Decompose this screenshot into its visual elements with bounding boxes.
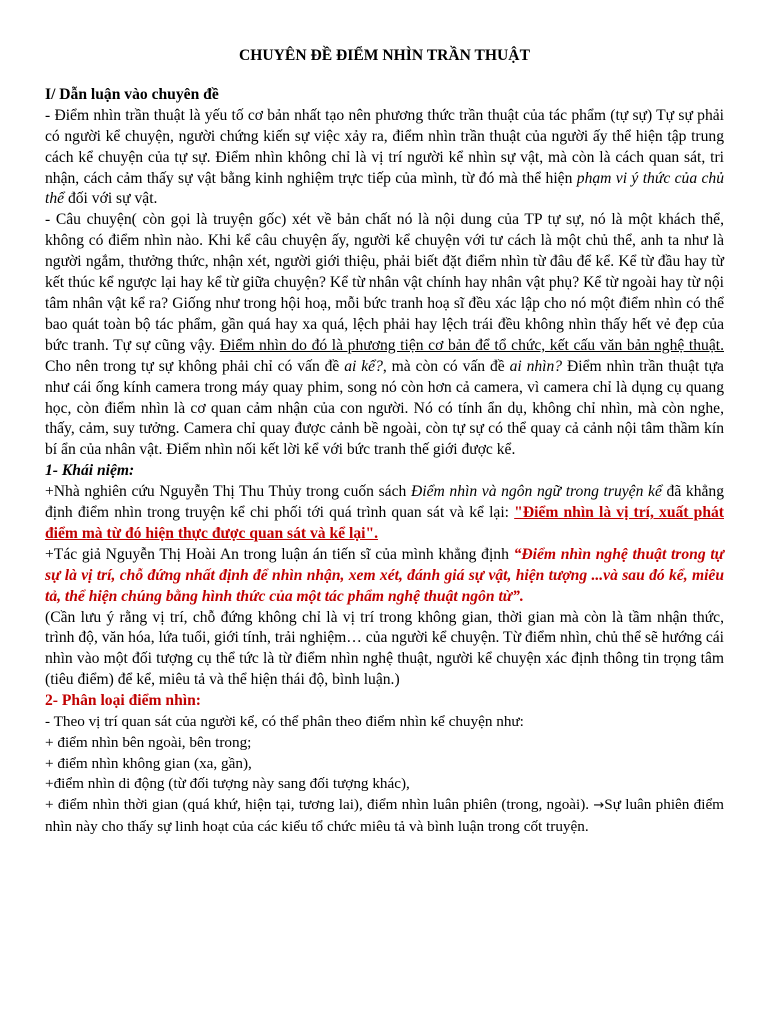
document-title: CHUYÊN ĐỀ ĐIỂM NHÌN TRẦN THUẬT (239, 47, 530, 64)
text-run: - Câu chuyện( còn gọi là truyện gốc) xét về bản chất nó là nội dung của TP tự sự, nó là một khách thể, không có điểm nhìn nào. Khi kể câu chuyện ấy, người kể chuyện với tư cách là một chủ thể, anh ta như là người ngắm, thưởng thức, nhận xét, người giới thiệu, phải biết đặt điểm nhìn từ đâu để kể. Kể từ đầu hay từ kết thúc kể ngược lại hay kể từ giữa chuyện? Kể từ nhân vật chính hay nhân vật phụ? Kể từ ngoài hay từ nội tâm nhân vật kể ra? Giống như trong hội hoạ, mỗi bức tranh hoạ sĩ đều xác lập cho nó một điểm nhìn có thể bao quát toàn bộ tác phẩm, gần quá hay xa quá, lệch phải hay lệch trái đều không nhìn thấy hết vẻ đẹp của bức tranh. Tự sự cũng vậy. (45, 211, 724, 354)
text-run: +Nhà nghiên cứu Nguyễn Thị Thu Thủy trong cuốn sách (45, 483, 411, 501)
paragraph-intro-1 (45, 106, 724, 211)
classification-item (45, 795, 724, 838)
paragraph-concept-1 (45, 482, 724, 545)
section-heading-classification: 2- Phân loại điểm nhìn: (45, 692, 201, 710)
classification-item: +điểm nhìn di động (từ đối tượng này sang đối tượng khác), (45, 775, 410, 793)
section-heading-concept: 1- Khái niệm: (45, 462, 135, 480)
underlined-run: Điểm nhìn do đó là phương tiện cơ bản để tổ chức, kết cấu văn bản nghệ thuật. (219, 336, 724, 354)
text-run: +Tác giả Nguyễn Thị Hoài An trong luận án tiến sĩ của mình khẳng định (45, 545, 514, 563)
highlighted-quote: “Điểm nhìn nghệ thuật trong tự sự là vị trí, chỗ đứng nhất định để nhìn nhận, xem xét, đánh giá sự vật, hiện tượng ...và sau đó kể, miêu tả, thể hiện chúng bằng hình thức của một tác phẩm nghệ thuật ngôn từ”. (45, 545, 724, 605)
text-run: đã khẳng định điểm nhìn trong truyện kể chi phối tới quá trình quan sát và kể lại: (45, 483, 725, 522)
text-run: - Điểm nhìn trần thuật là yếu tố cơ bản nhất tạo nên phương thức trần thuật của tác phẩm (tự sự) Tự sự phải có người kể chuyện, người chứng kiến sự việc xảy ra, điểm nhìn trần thuật của người ấy thể hiện tập trung cách kể chuyện của tự sự. Điểm nhìn không chỉ là vị trí người kể nhìn sự vật, mà còn là cách quan sát, tri nhận, cách cảm thấy sự vật bằng kinh nghiệm trực tiếp của mình, từ đó mà thể hiện (45, 106, 724, 187)
text-run: Điểm nhìn trần thuật tựa như cái ống kính camera trong máy quay phim, song nó còn hơn cả camera, vì camera chỉ là dụng cụ quang học, còn điểm nhìn là cơ quan cảm nhận của con người. Nó có tính ẩn dụ, không chỉ nhìn, mà còn nghe, thấy, cảm, suy tưởng. Camera chỉ quay được cảnh bề ngoài, còn tự sự có thể quay cả cảnh nội tâm thầm kín bí ẩn của nhân vật. Điểm nhìn nối kết lời kể với bức tranh thế giới được kể. (45, 357, 724, 459)
classification-item: + điểm nhìn không gian (xa, gần), (45, 754, 252, 772)
italic-run: Điểm nhìn và ngôn ngữ trong truyện kể (410, 483, 662, 501)
italic-run: ai nhìn? (509, 357, 563, 375)
classification-intro: - Theo vị trí quan sát của người kể, có thể phân theo điểm nhìn kể chuyện như: (45, 713, 524, 731)
paragraph-concept-2 (45, 545, 724, 608)
text-run: đối với sự vật. (64, 190, 158, 208)
arrow-right-icon: → (593, 798, 605, 814)
paragraph-intro-2 (45, 210, 724, 461)
section-heading-intro: I/ Dẫn luận vào chuyên đề (45, 85, 219, 103)
text-run: + điểm nhìn thời gian (quá khứ, hiện tại, tương lai), điểm nhìn luân phiên (trong, ngoài). (45, 796, 594, 814)
italic-run: ai kể? (344, 357, 383, 375)
text-run: Cho nên trong tự sự không phải chỉ có vấn đề (45, 357, 345, 375)
text-run: Sự luân phiên điểm nhìn này cho thấy sự linh hoạt của các kiểu tổ chức miêu tả và bình luận trong cốt truyện. (45, 796, 724, 836)
italic-run: phạm vi ý thức của chủ thể (45, 169, 725, 208)
classification-item: + điểm nhìn bên ngoài, bên trong; (45, 733, 252, 751)
text-run: , mà còn có vấn đề (382, 357, 510, 375)
paragraph-concept-note: (Cần lưu ý rằng vị trí, chỗ đứng không chỉ là vị trí trong không gian, thời gian mà còn là tầm nhận thức, trình độ, văn hóa, lứa tuổi, giới tính, trải nghiệm… của người kể chuyện. Từ điểm nhìn, chủ thể sẽ hướng cái nhìn vào một đối tượng cụ thể tức là từ điểm nhìn nghệ thuật, người kể chuyện xác định thông tin trọng tâm (tiêu điểm) để kể, miêu tả và thể hiện thái độ, bình luận.) (45, 608, 724, 689)
highlighted-quote: "Điểm nhìn là vị trí, xuất phát điểm mà từ đó hiện thực được quan sát và kể lại". (45, 504, 724, 542)
